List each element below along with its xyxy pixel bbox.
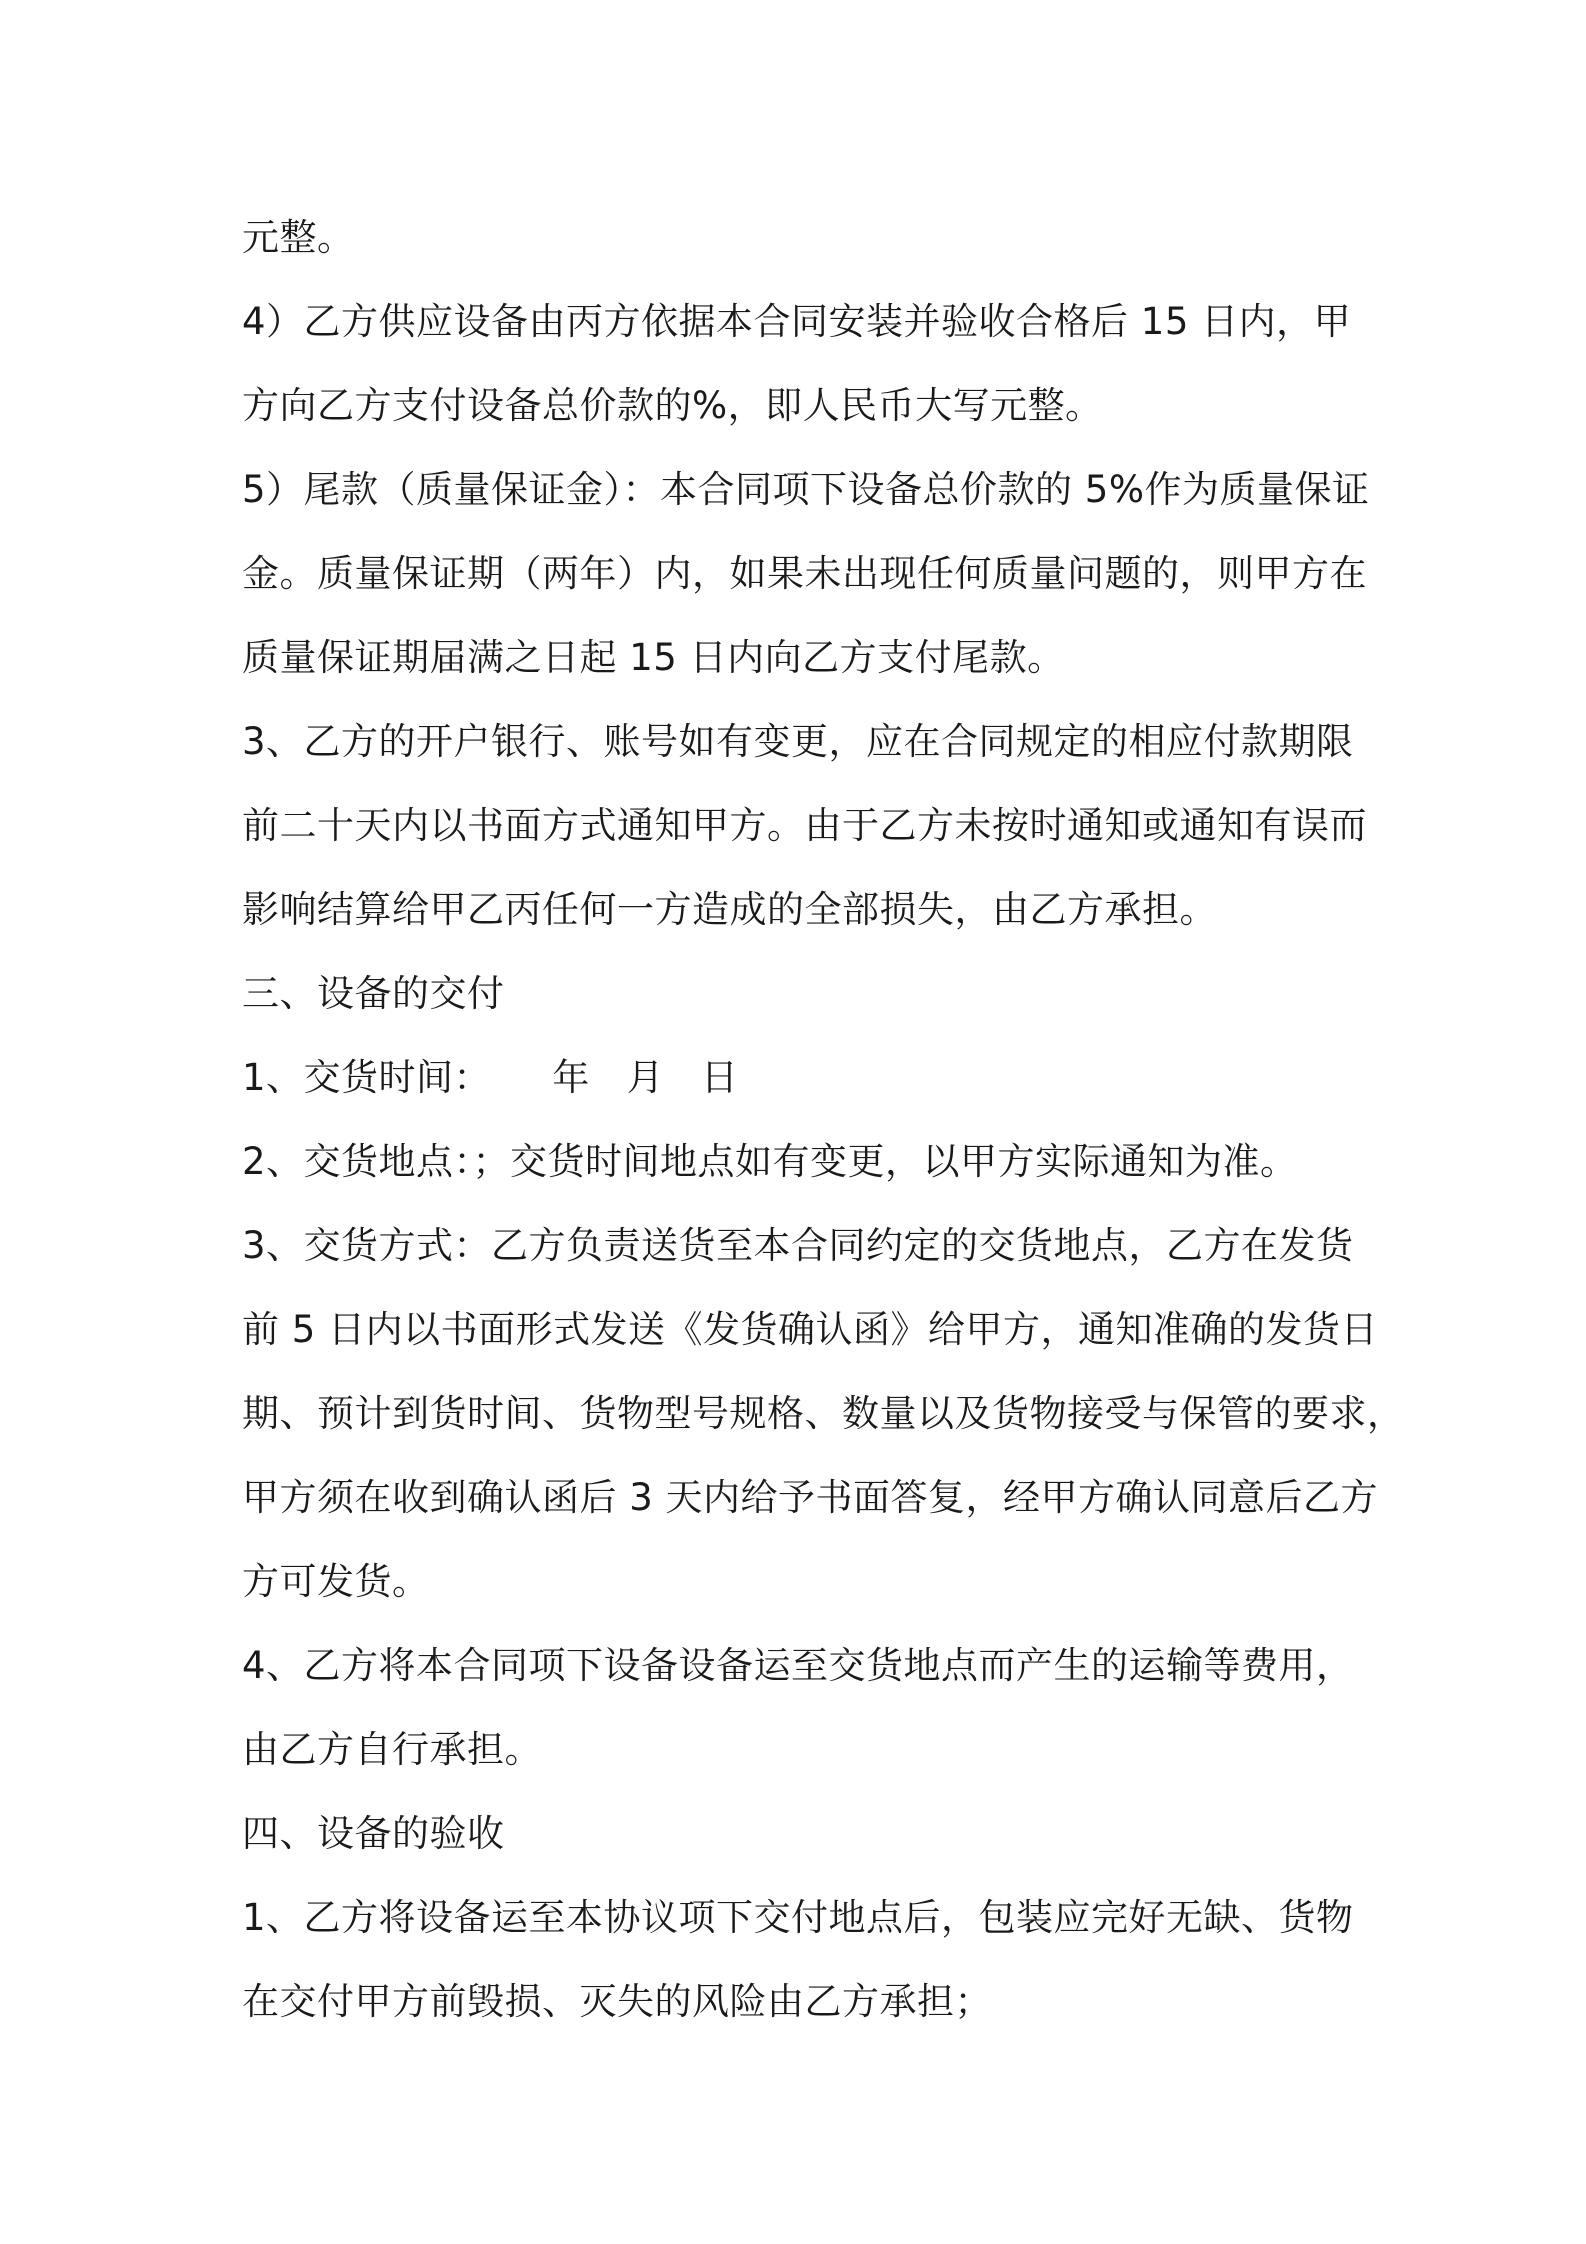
text-line: 方可发货。 — [242, 1560, 430, 1603]
text-line: 方向乙方支付设备总价款的%，即人民币大写元整。 — [242, 384, 1103, 427]
text-line: 4）乙方供应设备由丙方依据本合同安装并验收合格后 15 日内，甲 — [242, 300, 1352, 343]
text-line: 金。质量保证期（两年）内，如果未出现任何质量问题的，则甲方在 — [242, 552, 1367, 595]
text-line: 由乙方自行承担。 — [242, 1728, 542, 1771]
text-line: 1、交货时间： 年 月 日 — [242, 1056, 739, 1099]
section-heading: 三、设备的交付 — [242, 972, 505, 1015]
text-line: 在交付甲方前毁损、灭失的风险由乙方承担； — [242, 1980, 992, 2023]
text-line: 前二十天内以书面方式通知甲方。由于乙方未按时通知或通知有误而 — [242, 804, 1367, 847]
text-line: 元整。 — [242, 216, 355, 259]
text-line: 前 5 日内以书面形式发送《发货确认函》给甲方，通知准确的发货日 — [242, 1308, 1379, 1351]
contract-text-body — [242, 196, 1405, 2044]
text-line: 5）尾款（质量保证金）：本合同项下设备总价款的 5%作为质量保证 — [242, 468, 1370, 511]
text-line: 期、预计到货时间、货物型号规格、数量以及货物接受与保管的要求， — [242, 1392, 1405, 1435]
text-line: 质量保证期届满之日起 15 日内向乙方支付尾款。 — [242, 636, 1065, 679]
text-line: 1、乙方将设备运至本协议项下交付地点后，包装应完好无缺、货物 — [242, 1896, 1354, 1939]
section-heading: 四、设备的验收 — [242, 1812, 505, 1855]
text-line: 2、交货地点：；交货时间地点如有变更，以甲方实际通知为准。 — [242, 1140, 1298, 1183]
text-line: 4、乙方将本合同项下设备设备运至交货地点而产生的运输等费用， — [242, 1644, 1354, 1687]
text-line: 3、乙方的开户银行、账号如有变更，应在合同规定的相应付款期限 — [242, 720, 1354, 763]
text-line: 甲方须在收到确认函后 3 天内给予书面答复，经甲方确认同意后乙方 — [242, 1476, 1379, 1519]
text-line: 3、交货方式：乙方负责送货至本合同约定的交货地点，乙方在发货 — [242, 1224, 1354, 1267]
text-line: 影响结算给甲乙丙任何一方造成的全部损失，由乙方承担。 — [242, 888, 1217, 931]
